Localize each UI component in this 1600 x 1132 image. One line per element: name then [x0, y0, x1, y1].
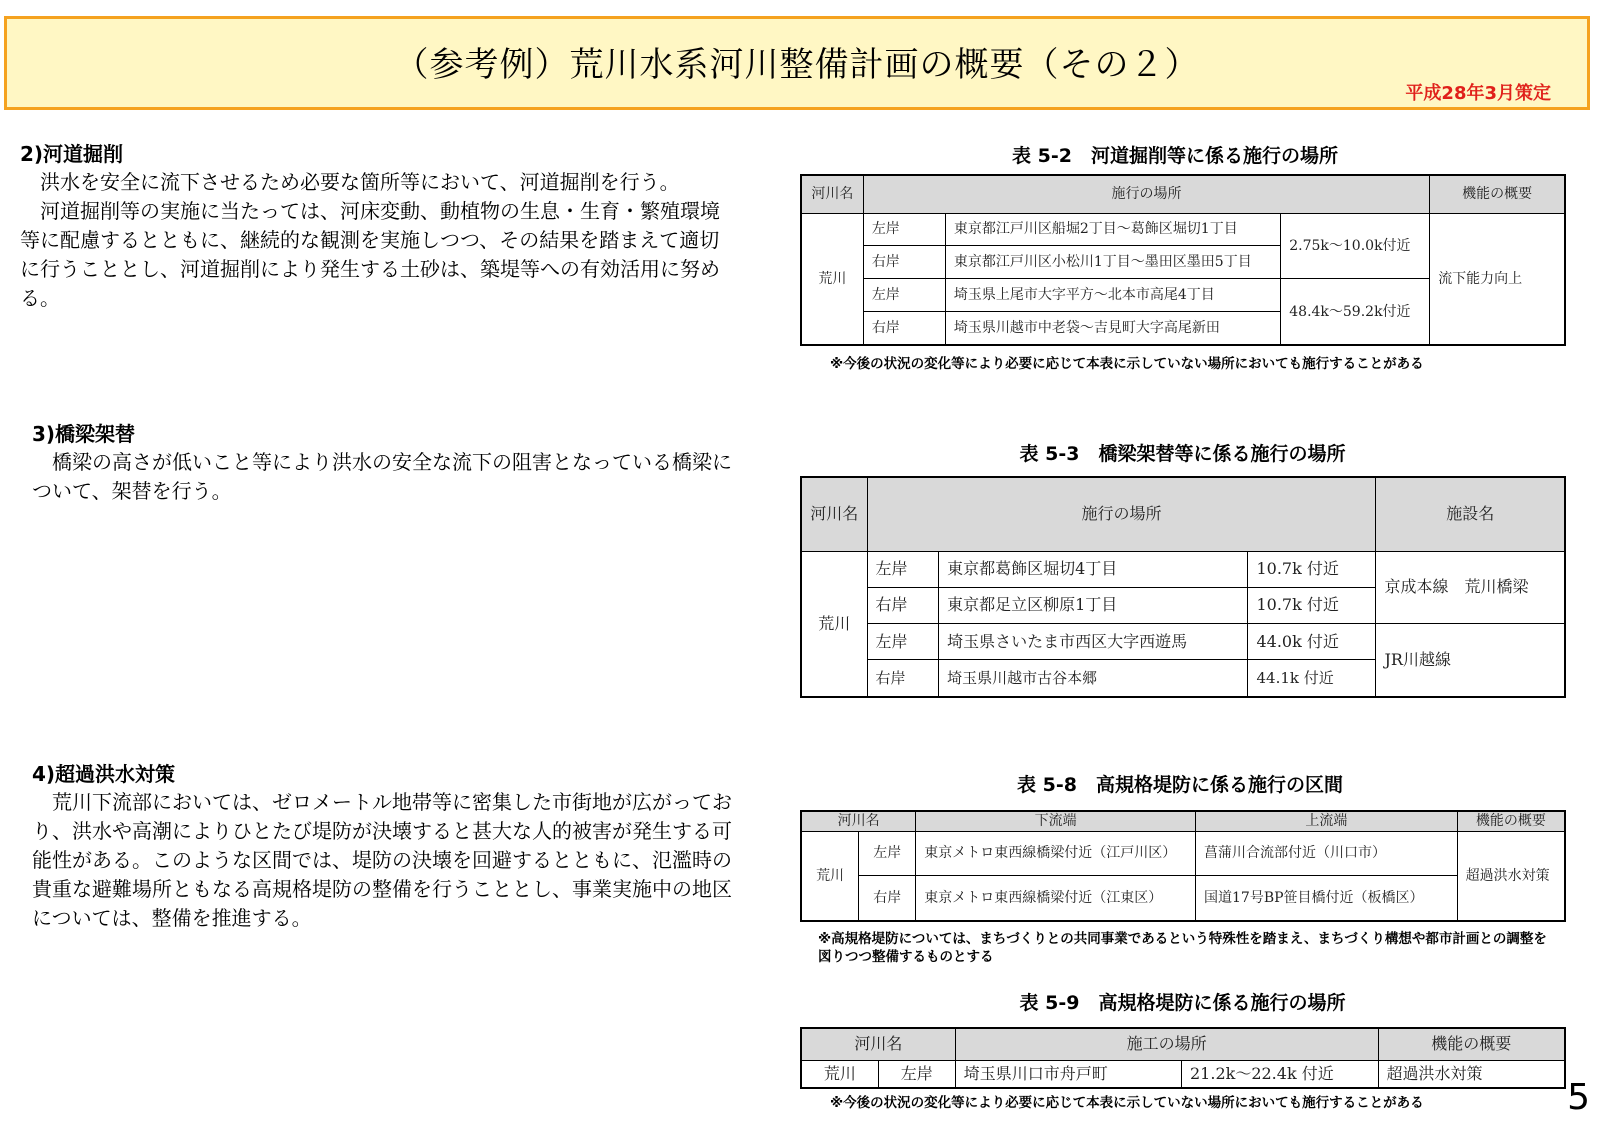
upstream: 国道17号BP笹目橋付近（板橋区）: [1196, 875, 1458, 921]
table-5-9: [800, 1027, 1566, 1089]
table-row: [801, 831, 1565, 875]
section-paragraph: 橋梁の高さが低いこと等により洪水の安全な流下の阻害となっている橋梁について、架替を行う。: [32, 450, 732, 503]
table-row: [801, 1060, 1565, 1088]
place: 埼玉県上尾市大字平方～北本市高尾4丁目: [945, 279, 1280, 312]
place: 東京都足立区柳原1丁目: [939, 587, 1248, 623]
river-name: 荒川: [801, 831, 859, 921]
section-heading: 4)超過洪水対策: [32, 762, 176, 786]
title-banner: [4, 16, 1590, 110]
header-upstream: 上流端: [1196, 811, 1458, 831]
place: 埼玉県川越市古谷本郷: [939, 660, 1248, 697]
place: 東京都江戸川区小松川1丁目～墨田区墨田5丁目: [945, 246, 1280, 279]
bank: 右岸: [867, 660, 939, 697]
river-name: 荒川: [801, 213, 863, 345]
header-place: 施行の場所: [863, 175, 1429, 213]
km: 10.7k 付近: [1248, 587, 1376, 623]
place: 東京都葛飾区堀切4丁目: [939, 551, 1248, 587]
table-5-8-note: ※高規格堤防については、まちづくりとの共同事業であるという特殊性を踏まえ、まちづくり構想や都市計画との調整を図りつつ整備するものとする: [818, 931, 1547, 965]
bank: 左岸: [859, 831, 916, 875]
upstream: 菖蒲川合流部付近（川口市）: [1196, 831, 1458, 875]
header-river: 河川名: [801, 175, 863, 213]
bank: 右岸: [867, 587, 939, 623]
section-paragraph: 河道掘削等の実施に当たっては、河床変動、動植物の生息・生育・繁殖環境等に配慮するとともに、継続的な観測を実施しつつ、その結果を踏まえて適切に行うこととし、河道掘削により発生する土砂は、築堤等への有効活用に努める。: [20, 199, 720, 310]
section-paragraph: 洪水を安全に流下させるため必要な箇所等において、河道掘削を行う。: [40, 170, 680, 194]
table-5-8: [800, 810, 1566, 922]
date-label: 平成28年3月策定: [1405, 83, 1551, 104]
function: 流下能力向上: [1430, 213, 1565, 345]
page-title: （参考例）荒川水系河川整備計画の概要（その２）: [394, 45, 1200, 85]
section-channel-excavation: [20, 140, 736, 313]
bank: 左岸: [863, 213, 945, 246]
section-heading: 2)河道掘削: [20, 142, 124, 166]
km: 44.0k 付近: [1248, 624, 1376, 660]
place: 埼玉県さいたま市西区大字西遊馬: [939, 624, 1248, 660]
table-5-3-caption: 表 5-3 橋梁架替等に係る施行の場所: [1019, 443, 1346, 465]
facility: 京成本線 荒川橋梁: [1376, 551, 1565, 624]
header-river: 河川名: [801, 1028, 955, 1060]
table-row: [801, 875, 1565, 921]
table-5-9-note: ※今後の状況の変化等により必要に応じて本表に示していない場所においても施行することがある: [830, 1095, 1424, 1111]
bank: 左岸: [867, 624, 939, 660]
header-place: 施行の場所: [867, 477, 1376, 551]
place: 埼玉県川口市舟戸町: [955, 1060, 1181, 1088]
table-row: [801, 213, 1565, 246]
header-function: 機能の概要: [1378, 1028, 1565, 1060]
km: 21.2k～22.4k 付近: [1182, 1060, 1379, 1088]
section-heading: 3)橋梁架替: [32, 422, 136, 446]
range: 48.4k～59.2k付近: [1281, 279, 1430, 346]
header-river: 河川名: [801, 477, 867, 551]
table-5-8-caption: 表 5-8 高規格堤防に係る施行の区間: [1017, 774, 1343, 796]
section-bridge-replacement: [32, 420, 732, 506]
table-5-2-note: ※今後の状況の変化等により必要に応じて本表に示していない場所においても施行することがある: [830, 356, 1424, 372]
table-row: [801, 624, 1565, 660]
section-super-flood: [32, 760, 742, 933]
function: 超過洪水対策: [1378, 1060, 1565, 1088]
header-river: 河川名: [801, 811, 916, 831]
bank: 右岸: [863, 246, 945, 279]
downstream: 東京メトロ東西線橋梁付近（江戸川区）: [916, 831, 1196, 875]
page-number: 5: [1567, 1077, 1590, 1118]
facility: JR川越線: [1376, 624, 1565, 698]
bank: 右岸: [863, 311, 945, 345]
table-5-2-caption: 表 5-2 河道掘削等に係る施行の場所: [1012, 145, 1338, 167]
function: 超過洪水対策: [1457, 831, 1565, 921]
bank: 左岸: [878, 1060, 955, 1088]
section-paragraph: 荒川下流部においては、ゼロメートル地帯等に密集した市街地が広がっており、洪水や高潮によりひとたび堤防が決壊すると甚大な人的被害が発生する可能性がある。このような区間では、堤防の決壊を回避するとともに、氾濫時の貴重な避難場所ともなる高規格堤防の整備を行うこととし、事業実施中の地区については、整備を推進する。: [32, 790, 732, 930]
river-name: 荒川: [801, 551, 867, 697]
river-name: 荒川: [801, 1060, 878, 1088]
downstream: 東京メトロ東西線橋梁付近（江東区）: [916, 875, 1196, 921]
table-5-2: [800, 174, 1566, 346]
table-5-9-caption: 表 5-9 高規格堤防に係る施行の場所: [1019, 992, 1346, 1014]
header-function: 機能の概要: [1430, 175, 1565, 213]
km: 10.7k 付近: [1248, 551, 1376, 587]
place: 埼玉県川越市中老袋～吉見町大字高尾新田: [945, 311, 1280, 345]
range: 2.75k～10.0k付近: [1281, 213, 1430, 279]
header-function: 機能の概要: [1457, 811, 1565, 831]
table-row: [801, 551, 1565, 587]
bank: 左岸: [867, 551, 939, 587]
header-downstream: 下流端: [916, 811, 1196, 831]
header-place: 施工の場所: [955, 1028, 1378, 1060]
table-5-3: [800, 476, 1566, 698]
bank: 左岸: [863, 279, 945, 312]
header-facility: 施設名: [1376, 477, 1565, 551]
place: 東京都江戸川区船堀2丁目～葛飾区堀切1丁目: [945, 213, 1280, 246]
km: 44.1k 付近: [1248, 660, 1376, 697]
bank: 右岸: [859, 875, 916, 921]
